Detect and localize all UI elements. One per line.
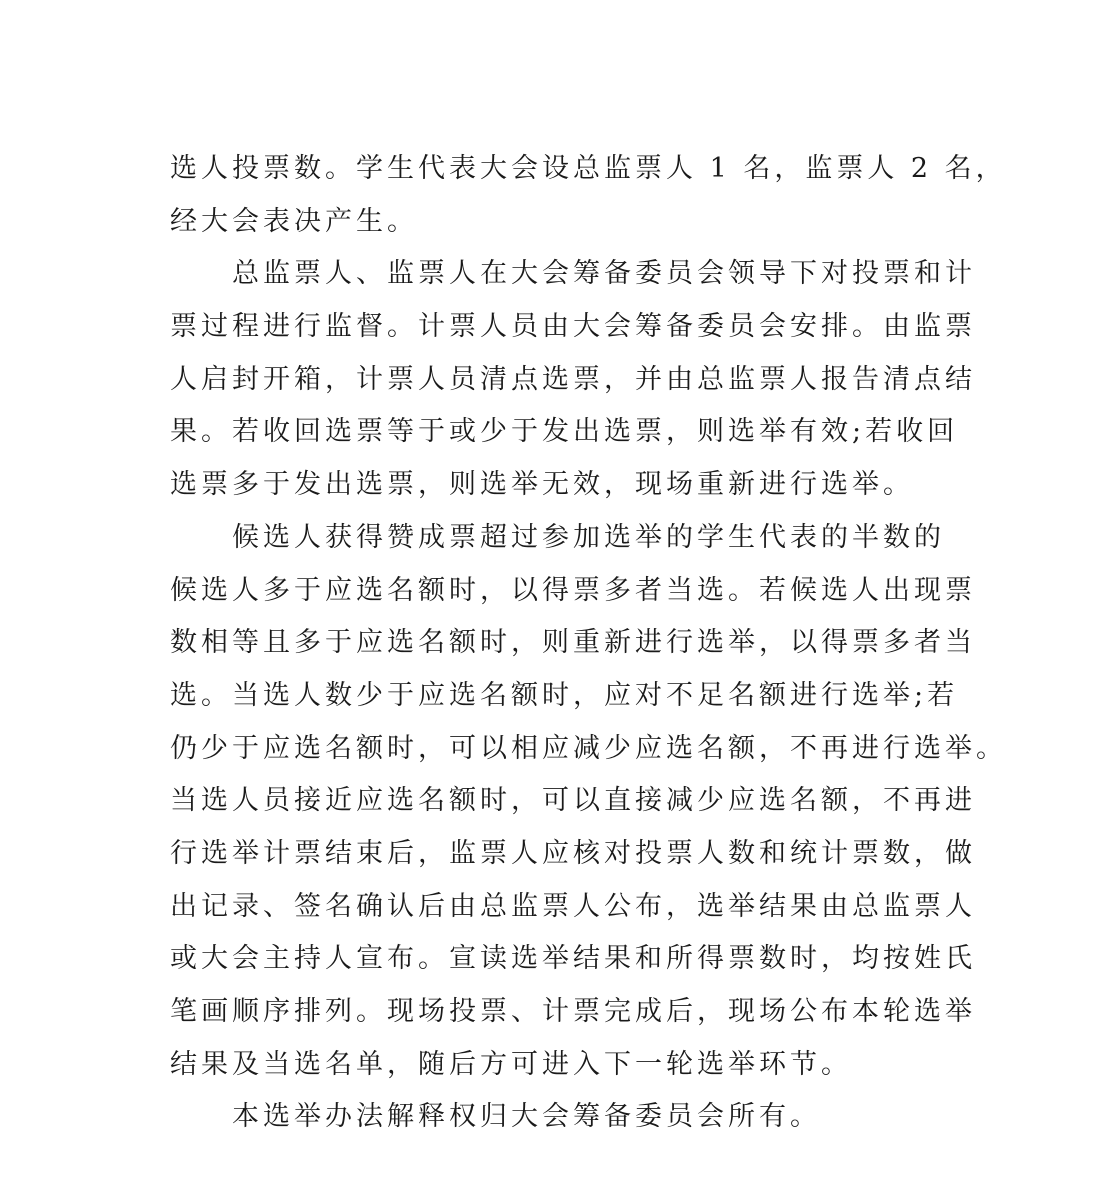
text-line: 候选人多于应选名额时，以得票多者当选。若候选人出现票 bbox=[170, 574, 976, 606]
text-line: 数相等且多于应选名额时，则重新进行选举，以得票多者当 bbox=[170, 627, 976, 659]
text-line: 果。若收回选票等于或少于发出选票，则选举有效;若收回 bbox=[170, 416, 959, 448]
text-line: 结果及当选名单，随后方可进入下一轮选举环节。 bbox=[170, 1048, 852, 1080]
text-line: 行选举计票结束后，监票人应核对投票人数和统计票数，做 bbox=[170, 837, 976, 869]
paragraph-1 bbox=[170, 143, 1007, 248]
text-line: 选。当选人数少于应选名额时，应对不足名额进行选举;若 bbox=[170, 679, 959, 711]
paragraph-4 bbox=[170, 1091, 942, 1144]
text-line: 总监票人、监票人在大会筹备委员会领导下对投票和计 bbox=[232, 258, 976, 290]
text-line: 当选人员接近应选名额时，可以直接减少应选名额，不再进 bbox=[170, 785, 976, 817]
text-line: 本选举办法解释权归大会筹备委员会所有。 bbox=[232, 1101, 821, 1133]
text-line: 选票多于发出选票，则选举无效，现场重新进行选举。 bbox=[170, 469, 914, 501]
text-line: 出记录、签名确认后由总监票人公布，选举结果由总监票人 bbox=[170, 890, 976, 922]
text-line: 选人投票数。学生代表大会设总监票人 1 名，监票人 2 名， bbox=[170, 153, 1007, 184]
text-line: 仍少于应选名额时，可以相应减少应选名额，不再进行选举。 bbox=[170, 732, 1007, 764]
paragraph-3 bbox=[170, 512, 1007, 1092]
body-text bbox=[170, 143, 1007, 1144]
text-line: 候选人获得赞成票超过参加选举的学生代表的半数的 bbox=[232, 521, 945, 553]
text-line: 经大会表决产生。 bbox=[170, 205, 418, 237]
text-line: 人启封开箱，计票人员清点选票，并由总监票人报告清点结 bbox=[170, 363, 976, 395]
text-line: 笔画顺序排列。现场投票、计票完成后，现场公布本轮选举 bbox=[170, 996, 976, 1027]
text-line: 或大会主持人宣布。宣读选举结果和所得票数时，均按姓氏 bbox=[170, 943, 976, 975]
text-line: 票过程进行监督。计票人员由大会筹备委员会安排。由监票 bbox=[170, 311, 976, 343]
paragraph-2 bbox=[170, 248, 976, 511]
